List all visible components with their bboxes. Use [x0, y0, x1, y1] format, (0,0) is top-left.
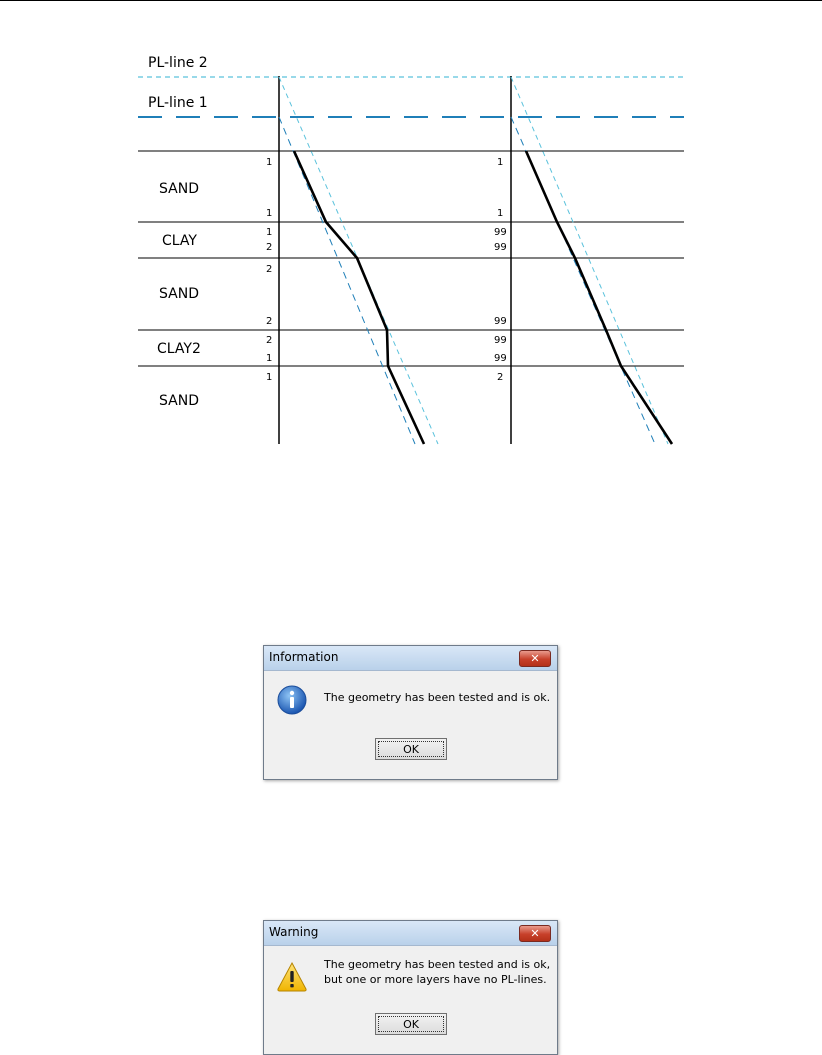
dialog-title: Information: [269, 650, 339, 664]
dialog-message-line-2: but one or more layers have no PL-lines.: [324, 973, 547, 986]
dialog-message: The geometry has been tested and is ok.: [324, 691, 551, 704]
dialog-title: Warning: [269, 925, 319, 939]
warning-icon: [276, 961, 308, 993]
information-dialog: [263, 645, 558, 780]
layer-label: SAND: [159, 286, 199, 302]
right-layer-number: 99: [494, 242, 507, 253]
right-layer-number: 99: [494, 335, 507, 346]
ok-button-label: OK: [378, 1016, 444, 1032]
ok-button[interactable]: [375, 738, 447, 760]
right-pl2-reference: [511, 77, 668, 444]
close-button[interactable]: ✕: [519, 925, 551, 942]
dialog-titlebar[interactable]: [264, 921, 557, 946]
left-layer-number: 2: [266, 242, 273, 253]
pl-lines-diagram: [0, 0, 822, 460]
right-layer-number: 99: [494, 227, 507, 238]
right-layer-number: 99: [494, 353, 507, 364]
left-layer-number: 1: [266, 353, 273, 364]
right-layer-number: 2: [497, 372, 504, 383]
left-layer-number: 2: [266, 335, 273, 346]
right-layer-number: 1: [497, 208, 504, 219]
information-icon: [276, 684, 308, 716]
dialog-titlebar[interactable]: [264, 646, 557, 671]
right-pressure-profile: [526, 151, 672, 444]
left-layer-number: 2: [266, 264, 273, 275]
layer-label: CLAY: [162, 233, 197, 249]
left-layer-number: 1: [266, 208, 273, 219]
left-layer-number: 1: [266, 227, 273, 238]
dialog-message-line-1: The geometry has been tested and is ok,: [324, 958, 551, 971]
layer-label: CLAY2: [157, 341, 201, 357]
left-layer-number: 1: [266, 372, 273, 383]
right-layer-number: 1: [497, 157, 504, 168]
left-pressure-profile: [294, 151, 424, 444]
layer-label: SAND: [159, 181, 199, 197]
ok-button-label: OK: [378, 741, 444, 757]
left-layer-number: 2: [266, 316, 273, 327]
ok-button[interactable]: [375, 1013, 447, 1035]
warning-dialog: [263, 920, 558, 1055]
left-layer-number: 1: [266, 157, 273, 168]
layer-label: SAND: [159, 393, 199, 409]
close-button[interactable]: ✕: [519, 650, 551, 667]
pl-line-2-label: PL-line 2: [148, 55, 208, 71]
right-layer-number: 99: [494, 316, 507, 327]
pl-line-1-label: PL-line 1: [148, 95, 208, 111]
